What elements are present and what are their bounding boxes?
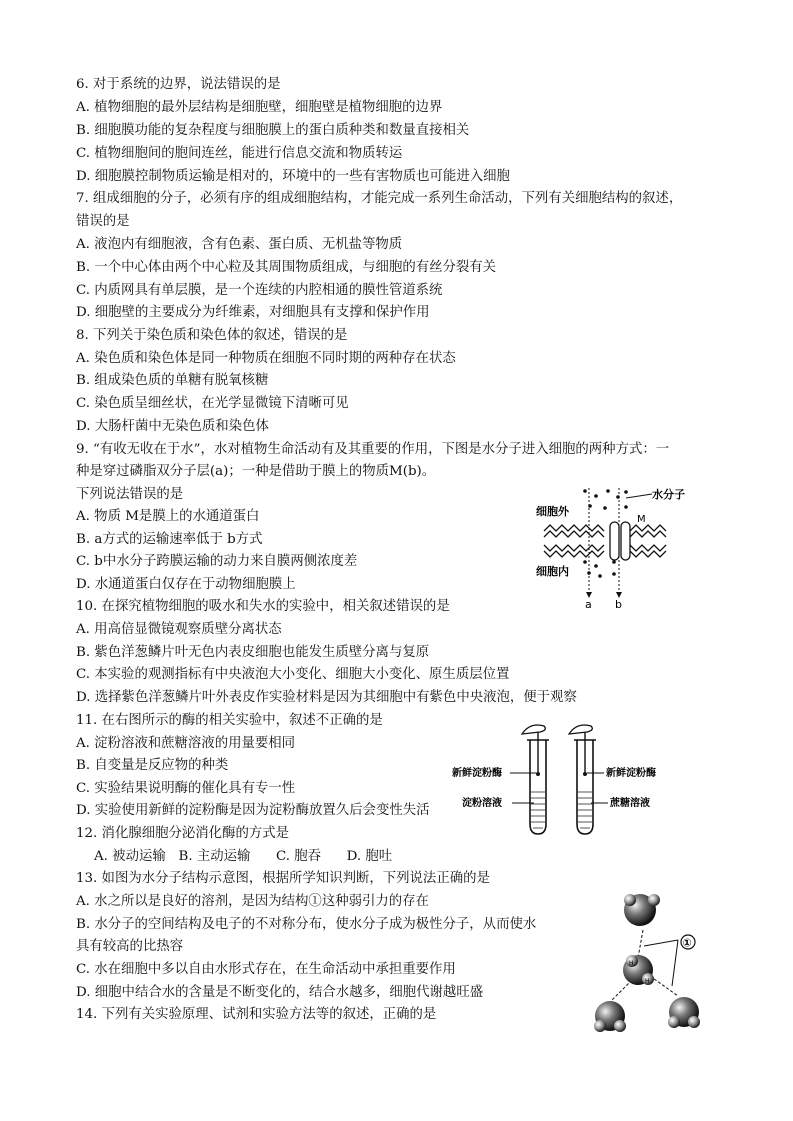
- hydrogen-atom-top-1: [624, 894, 636, 906]
- label-right-enzyme: 新鲜淀粉酶: [606, 768, 656, 779]
- hydrogen-atom-top-2: [648, 894, 660, 906]
- membrane-water-channel-diagram: [530, 482, 710, 612]
- q13-option-b-line1: B. 水分子的空间结构及电子的不对称分布，使水分子成为极性分子，从而使水: [76, 917, 537, 932]
- q10-option-c: C. 本实验的观测指标有中央液泡大小变化、细胞大小变化、原生质层位置: [76, 667, 510, 682]
- water-molecule-structure-diagram: [560, 888, 720, 1038]
- q6-stem: 6. 对于系统的边界，说法错误的是: [76, 77, 281, 92]
- q11-option-a: A. 淀粉溶液和蔗糖溶液的用量要相同: [76, 736, 296, 751]
- q7-option-a: A. 液泡内有细胞液，含有色素、蛋白质、无机盐等物质: [76, 237, 403, 252]
- q8-option-b: B. 组成染色质的单糖有脱氧核糖: [76, 373, 269, 388]
- right-solution: [578, 792, 592, 828]
- hydrogen-atom-right-2: [688, 1016, 700, 1028]
- label-b: b: [615, 598, 622, 611]
- q8-option-c: C. 染色质呈细丝状，在光学显微镜下清晰可见: [76, 396, 349, 411]
- right-hand-icon: [569, 725, 592, 734]
- q8-option-d: D. 大肠杆菌中无染色质和染色体: [76, 419, 269, 434]
- label-left-enzyme: 新鲜淀粉酶: [452, 768, 502, 779]
- label-inside-cell: 细胞内: [536, 565, 569, 578]
- q9-stem-line1: 9. “有收无收在于水”，水对植物生命活动有及其重要的作用，下图是水分子进入细胞的两种方式：一: [76, 442, 670, 457]
- q6-option-c: C. 植物细胞间的胞间连丝，能进行信息交流和物质转运: [76, 146, 403, 161]
- q9-stem-line2: 种是穿过磷脂双分子层(a)；一种是借助于膜上的物质M(b)。: [76, 464, 436, 479]
- q14-stem: 14. 下列有关实验原理、试剂和实验方法等的叙述，正确的是: [76, 1007, 437, 1022]
- q6-option-a: A. 植物细胞的最外层结构是细胞壁，细胞壁是植物细胞的边界: [76, 100, 443, 115]
- q13-option-a: A. 水之所以是良好的溶剂，是因为结构①这种弱引力的存在: [76, 894, 429, 909]
- label-left-solution: 淀粉溶液: [462, 798, 502, 809]
- left-solution: [531, 792, 545, 828]
- q8-option-a: A. 染色质和染色体是同一种物质在细胞不同时期的两种存在状态: [76, 351, 456, 366]
- q9-option-a: A. 物质 M是膜上的水通道蛋白: [76, 509, 260, 524]
- q9-option-b: B. a方式的运输速率低于 b方式: [76, 532, 263, 547]
- water-label-pointer: [626, 494, 652, 498]
- q9-stem-line3: 下列说法错误的是: [76, 487, 184, 502]
- hydrogen-atom-left-1: [594, 1020, 606, 1032]
- q7-option-d: D. 细胞壁的主要成分为纤维素，对细胞具有支撑和保护作用: [76, 305, 430, 320]
- q7-option-c: C. 内质网具有单层膜，是一个连续的内腔相通的膜性管道系统: [76, 283, 443, 298]
- q8-stem: 8. 下列关于染色质和染色体的叙述，错误的是: [76, 328, 348, 343]
- label-1: ①: [682, 936, 692, 950]
- q11-option-c: C. 实验结果说明酶的催化具有专一性: [76, 781, 296, 796]
- q11-option-b: B. 自变量是反应物的种类: [76, 758, 229, 773]
- label-m: M: [637, 514, 646, 525]
- q10-stem: 10. 在探究植物细胞的吸水和失水的实验中，相关叙述错误的是: [76, 599, 450, 614]
- q12-stem: 12. 消化腺细胞分泌消化酶的方式是: [76, 826, 290, 841]
- q11-stem: 11. 在右图所示的酶的相关实验中，叙述不正确的是: [76, 713, 383, 728]
- q7-stem-line2: 错误的是: [76, 214, 130, 229]
- q13-option-b-line2: 具有较高的比热容: [76, 939, 184, 954]
- label-outside-cell: 细胞外: [536, 505, 569, 518]
- q6-option-d: D. 细胞膜控制物质运输是相对的，环境中的一些有害物质也可能进入细胞: [76, 169, 510, 184]
- q9-option-c: C. b中水分子跨膜运输的动力来自膜两侧浓度差: [76, 554, 358, 569]
- q13-option-d: D. 细胞中结合水的含量是不断变化的，结合水越多，细胞代谢越旺盛: [76, 985, 484, 1000]
- water-channel-protein-m: [610, 522, 630, 560]
- q7-option-b: B. 一个中心体由两个中心粒及其周围物质组成，与细胞的有丝分裂有关: [76, 260, 497, 275]
- q7-stem-line1: 7. 组成细胞的分子，必须有序的组成细胞结构，才能完成一系列生命活动，下列有关细胞结构的叙述，: [76, 191, 683, 206]
- q9-option-d: D. 水通道蛋白仅存在于动物细胞膜上: [76, 577, 296, 592]
- left-test-tube: [522, 725, 549, 834]
- label-water-molecule: 水分子: [652, 488, 685, 501]
- label-a: a: [585, 598, 592, 611]
- q10-option-a: A. 用高倍显微镜观察质壁分离状态: [76, 622, 282, 637]
- q6-option-b: B. 细胞膜功能的复杂程度与细胞膜上的蛋白质种类和数量直接相关: [76, 123, 470, 138]
- q12-options: A. 被动运输 B. 主动运输 C. 胞吞 D. 胞吐: [94, 849, 393, 864]
- enzyme-test-tube-diagram: [450, 722, 700, 837]
- left-hand-icon: [522, 725, 545, 734]
- label-right-solution: 蔗糖溶液: [610, 798, 650, 809]
- phospholipid-bilayer: [544, 525, 666, 557]
- q13-stem: 13. 如图为水分子结构示意图，根据所学知识判断，下列说法正确的是: [76, 871, 490, 886]
- q13-option-c: C. 水在细胞中多以自由水形式存在，在生命活动中承担重要作用: [76, 962, 456, 977]
- q10-option-d: D. 选择紫色洋葱鳞片叶外表皮作实验材料是因为其细胞中有紫色中央液泡，便于观察: [76, 690, 577, 705]
- hydrogen-atom-right-1: [668, 1016, 680, 1028]
- h-label-1: H: [629, 960, 634, 967]
- right-test-tube: [569, 725, 596, 834]
- q10-option-b: B. 紫色洋葱鳞片叶无色内表皮细胞也能发生质壁分离与复原: [76, 645, 430, 660]
- h-label-2: H: [645, 978, 650, 985]
- q11-option-d: D. 实验使用新鲜的淀粉酶是因为淀粉酶放置久后会变性失活: [76, 803, 430, 818]
- hydrogen-atom-left-2: [614, 1020, 626, 1032]
